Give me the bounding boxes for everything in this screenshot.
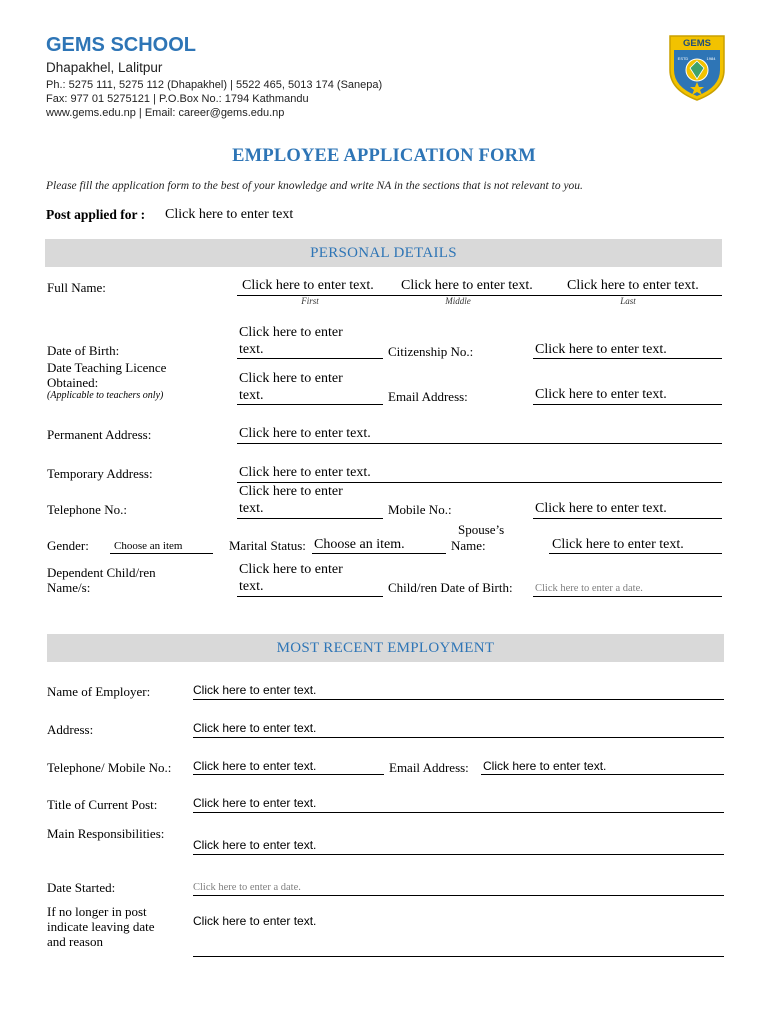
- logo-year: 1984: [706, 56, 716, 61]
- telephone-label: Telephone No.:: [47, 502, 127, 517]
- logo-estd: ESTD: [677, 56, 689, 61]
- employment-email-field[interactable]: Click here to enter text.: [483, 759, 607, 773]
- personal-details-band: [45, 239, 722, 267]
- full-name-label: Full Name:: [47, 280, 106, 295]
- employment-phone-underline: [193, 774, 384, 775]
- gender-label: Gender:: [47, 538, 89, 553]
- post-applied-label: Post applied for :: [46, 207, 146, 222]
- mobile-underline: [533, 518, 722, 519]
- employment-address-underline: [193, 737, 724, 738]
- marital-status-underline: [312, 553, 446, 554]
- children-label-line2: Name/s:: [47, 580, 91, 595]
- leaving-label-line2: indicate leaving date: [47, 919, 155, 934]
- fax-line: Fax: 977 01 5275121 | P.O.Box No.: 1794 Kathmandu: [46, 93, 309, 105]
- email-underline: [533, 404, 722, 405]
- date-started-picker[interactable]: Click here to enter a date.: [193, 882, 301, 893]
- spouse-name-underline: [549, 553, 722, 554]
- phone-line: Ph.: 5275 111, 5275 112 (Dhapakhel) | 5522 465, 5013 174 (Sanepa): [46, 79, 383, 91]
- first-caption: First: [301, 296, 319, 306]
- date-started-underline: [193, 895, 724, 896]
- responsibilities-field[interactable]: Click here to enter text.: [193, 838, 317, 852]
- licence-note: (Applicable to teachers only): [47, 390, 164, 401]
- licence-field-line2[interactable]: text.: [239, 388, 264, 403]
- employment-band: [47, 634, 724, 662]
- dob-field-line1[interactable]: Click here to enter: [239, 325, 343, 340]
- citizenship-label: Citizenship No.:: [388, 344, 474, 359]
- employment-address-field[interactable]: Click here to enter text.: [193, 721, 317, 735]
- children-dob-label: Child/ren Date of Birth:: [388, 580, 513, 595]
- form-instruction: Please fill the application form to the best of your knowledge and write NA in the sections that is not relevant to you.: [46, 180, 583, 192]
- gender-dropdown[interactable]: Choose an item: [114, 540, 183, 552]
- employment-address-label: Address:: [47, 722, 94, 737]
- children-dob-date-picker[interactable]: Click here to enter a date.: [535, 583, 643, 594]
- email-label: Email Address:: [388, 389, 468, 404]
- permanent-address-label: Permanent Address:: [47, 427, 152, 442]
- employment-phone-field[interactable]: Click here to enter text.: [193, 759, 317, 773]
- current-post-underline: [193, 812, 724, 813]
- employment-phone-label: Telephone/ Mobile No.:: [47, 760, 172, 775]
- children-underline: [237, 596, 383, 597]
- temporary-address-field[interactable]: Click here to enter text.: [239, 465, 371, 480]
- permanent-address-underline: [237, 443, 722, 444]
- current-post-label: Title of Current Post:: [47, 797, 158, 812]
- employment-email-underline: [481, 774, 724, 775]
- mobile-label: Mobile No.:: [388, 502, 452, 517]
- marital-status-label: Marital Status:: [229, 538, 306, 553]
- licence-label-line2: Obtained:: [47, 375, 99, 390]
- email-field[interactable]: Click here to enter text.: [535, 387, 667, 402]
- web-email-line: www.gems.edu.np | Email: career@gems.edu.np: [46, 107, 285, 119]
- leaving-label-line1: If no longer in post: [47, 904, 147, 919]
- post-applied-field[interactable]: Click here to enter text: [165, 207, 294, 222]
- employment-email-label: Email Address:: [389, 760, 469, 775]
- citizenship-underline: [533, 358, 722, 359]
- marital-status-dropdown[interactable]: Choose an item.: [314, 537, 405, 552]
- leaving-field[interactable]: Click here to enter text.: [193, 914, 317, 928]
- children-dob-underline: [533, 596, 722, 597]
- middle-name-field[interactable]: Click here to enter text.: [401, 278, 533, 293]
- telephone-field-line2[interactable]: text.: [239, 501, 264, 516]
- school-logo: [666, 32, 728, 102]
- last-name-field[interactable]: Click here to enter text.: [567, 278, 699, 293]
- licence-label-line1: Date Teaching Licence: [47, 360, 167, 375]
- children-label-line1: Dependent Child/ren: [47, 565, 156, 580]
- current-post-field[interactable]: Click here to enter text.: [193, 796, 317, 810]
- leaving-label-line3: and reason: [47, 934, 103, 949]
- telephone-underline: [237, 518, 383, 519]
- spouse-label-line2: Name:: [451, 538, 486, 553]
- spouse-name-field[interactable]: Click here to enter text.: [552, 537, 684, 552]
- date-started-label: Date Started:: [47, 880, 116, 895]
- responsibilities-label: Main Responsibilities:: [47, 826, 165, 841]
- logo-text: GEMS: [683, 38, 711, 49]
- dob-label: Date of Birth:: [47, 343, 120, 358]
- dob-underline: [237, 358, 383, 359]
- responsibilities-underline: [193, 854, 724, 855]
- leaving-underline: [193, 956, 724, 957]
- gender-underline: [110, 553, 213, 554]
- temporary-address-underline: [237, 482, 722, 483]
- employer-field[interactable]: Click here to enter text.: [193, 683, 317, 697]
- first-name-field[interactable]: Click here to enter text.: [242, 278, 374, 293]
- citizenship-field[interactable]: Click here to enter text.: [535, 342, 667, 357]
- spouse-label-line1: Spouse’s: [458, 522, 505, 537]
- last-caption: Last: [620, 296, 636, 306]
- employer-label: Name of Employer:: [47, 684, 151, 699]
- school-location: Dhapakhel, Lalitpur: [46, 60, 163, 75]
- employer-underline: [193, 699, 724, 700]
- dob-field-line2[interactable]: text.: [239, 342, 264, 357]
- telephone-field-line1[interactable]: Click here to enter: [239, 484, 343, 499]
- employment-heading: MOST RECENT EMPLOYMENT: [276, 640, 495, 656]
- mobile-field[interactable]: Click here to enter text.: [535, 501, 667, 516]
- children-field-line2[interactable]: text.: [239, 579, 264, 594]
- form-title: EMPLOYEE APPLICATION FORM: [232, 146, 536, 166]
- licence-underline: [237, 404, 383, 405]
- school-name: GEMS SCHOOL: [46, 34, 197, 56]
- children-field-line1[interactable]: Click here to enter: [239, 562, 343, 577]
- permanent-address-field[interactable]: Click here to enter text.: [239, 426, 371, 441]
- personal-details-heading: PERSONAL DETAILS: [310, 245, 457, 261]
- temporary-address-label: Temporary Address:: [47, 466, 153, 481]
- middle-caption: Middle: [445, 296, 471, 306]
- licence-field-line1[interactable]: Click here to enter: [239, 371, 343, 386]
